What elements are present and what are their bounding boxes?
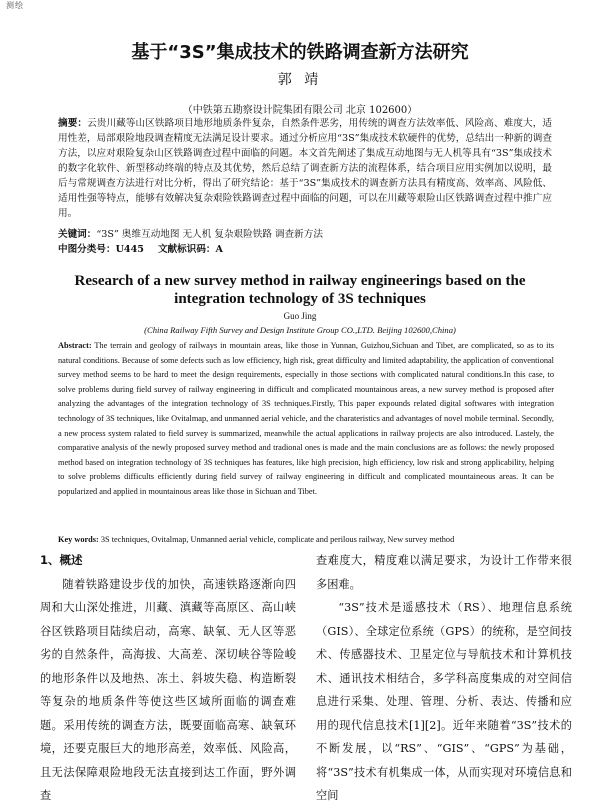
abstract-cn-text: 云贵川藏等山区铁路项目地形地质条件复杂，自然条件恶劣，用传统的调查方法效率低、风险高、难度大，适用性差，局部艰险地段调查精度无法满足设计要求。通过分析应用“3S”集成技术软硬件的优势，总结出一种新的调查方法，以应对艰险复杂山区铁路调查过程中面临的问题。本文首先阐述了集成互动地图与无人机等具有“3S”集成技术的数字化软件、新型移动终端的特点及其优势，然后总结了调查新方法的流程体系，结合项目应用实例加以说明，最后与常规调查方法进行对比分析，得出了研究结论：基于“3S”集成技术的调查新方法具有精度高、效率高、风险低、适用性强等特点，能够有效解决复杂艰险铁路调查过程中面临的问题，可以在川藏等艰险山区铁路调查过程中推广应用。 [58,118,553,219]
body-paragraph-continued: 查难度大，精度难以满足要求，为设计工作带来很多困难。 [316,554,572,591]
author-chinese: 郭 靖 [277,72,323,88]
section-heading: 1、概述 [40,553,83,567]
keywords-cn-label: 关键词： [58,229,97,240]
keywords-cn-text: “3S” 奥维互动地图 无人机 复杂艰险铁路 调查新方法 [96,229,323,240]
clc-label: 中图分类号： [58,244,116,255]
abstract-en-text: The terrain and geology of railways in mountain areas, like those in Yunnan, Guizhou,Sichuan and Tibet, are complicated, so as to its natural conditions. Because of some defects such as low efficiency, high risk, great difficulty and limited adaptability, the application of conventional survey method seems to be hard to meet the design requirements, especially in those sections with complicated natural conditions.In this case, to solve problems during field survey of railway engineering in difficult and complicated mountainous areas, a new survey method is proposed after analyzing the advantages of the integration technology of 3S techniques.Firstly, This paper expounds related digital softwares with integration technology of 3S techniques, like Ovitalmap, and unmanned aerial vehicle, and the charateristics and advantages of novel mobile terminal. Secondly, a new process system ralated to field survey is summarized, meanwhile the actual applications in railway projects are also introduced. Lastely, the comparative analysis of the newly proposed survey method and tradional ones is made and the main conclusions are as follows: the newly proposed method based on integration technology of 3S techniques has features, like high precision, high efficiency, low risk and strong applicability, helping to solve problems difficults efficiently during field survey of railway engineering in difficult and complicated mountaineous areas. It can be popularized and applied in mountainous areas like those in Sichuan and Tibet. [58,341,554,496]
keywords-en-label: Key words: [58,535,99,544]
body-paragraph: 随着铁路建设步伐的加快，高速铁路逐渐向四周和大山深处推进，川藏、滇藏等高原区、高山峡谷区铁路项目陆续启动，高寒、缺氧、无人区等恶劣的自然条件，高海拔、大高差、深切峡谷等险峻的地形条件以及地热、冻土、斜坡失稳、构造断裂等复杂的地质条件等使这些区域所面临的调查难题。采用传统的调查方法，既要面临高寒、缺氧环境，还要克服巨大的地形高差，效率低、风险高，且无法保障艰险地段无法直接到达工作面，野外调查 [40,577,296,802]
keywords-en-text: 3S techniques, Ovitalmap, Unmanned aerial vehicle, complicate and perilous railway, New survey method [100,535,455,544]
abstract-cn-label: 摘要： [58,118,88,129]
doc-code-value: A [215,244,223,255]
journal-logo: 测绘 [6,1,24,10]
body-paragraph: “3S”技术是遥感技术（RS）、地理信息系统（GIS）、全球定位系统（GPS）的统称，是空间技术、传感器技术、卫星定位与导航技术和计算机技术、通讯技术相结合，多学科高度集成的对空间信息进行采集、处理、管理、分析、表达、传播和应用的现代信息技术[1][2]。近年来随着“3S”技术的不断发展，以“RS”、“GIS”、“GPS”为基础，将“3S”技术有机集成一体，从而实现对环境信息和空间 [316,601,572,802]
abstract-en-label: Abstract: [58,341,92,350]
affiliation-chinese: （中铁第五勘察设计院集团有限公司 北京 102600） [182,105,418,116]
author-english: Guo Jing [283,311,317,321]
title-chinese: 基于“3S”集成技术的铁路调查新方法研究 [131,42,469,63]
title-english: Research of a new survey method in railway engineerings based on the integration technology of 3S techniques [74,273,526,307]
affiliation-english: (China Railway Fifth Survey and Design Institute Group CO.,LTD. Beijing 102600,China) [144,325,456,335]
body-column-left [40,549,296,808]
clc-value: U445 [115,244,144,255]
doc-code-label: 文献标识码： [157,244,216,255]
body-column-right [316,549,572,808]
